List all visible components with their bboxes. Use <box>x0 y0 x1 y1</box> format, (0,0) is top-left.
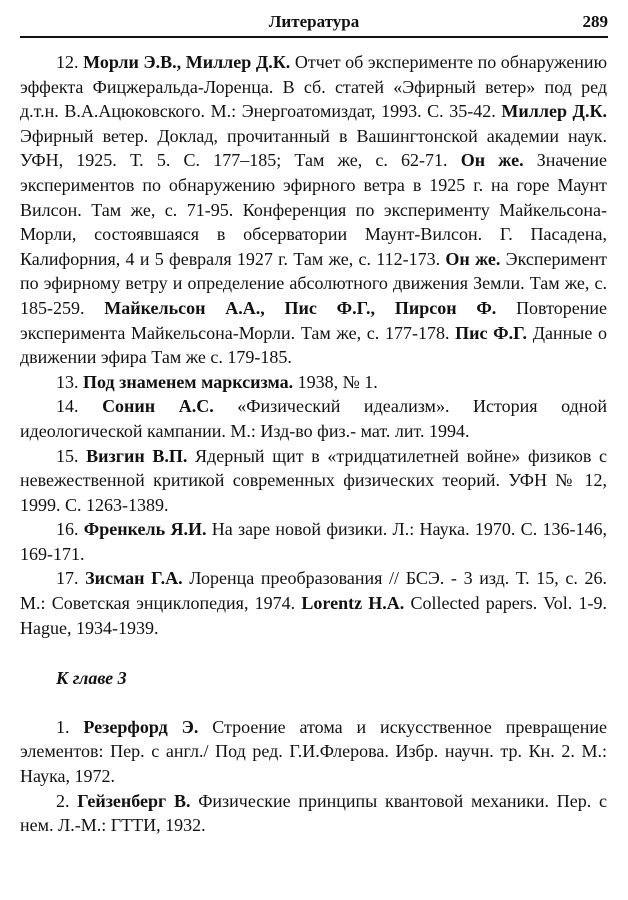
running-title: Литература <box>268 12 360 31</box>
reference-entry <box>20 394 607 443</box>
spacer <box>20 640 607 652</box>
reference-author: Зисман Г.А. <box>85 568 183 589</box>
reference-text: Эксперимент по эфирному ветру и определение абсолютного движения Земли. Там же, с. 185-259. <box>20 248 607 318</box>
reference-text: 17. <box>56 568 86 589</box>
reference-text: Значение экспериментов по обнаружению эфирного ветра в 1925 г. на горе Маунт Вилсон. Там же, с. 71-95. Конференция по эксперименту Майкельсона-Морли, состоявшаяся в обсерватории Маунт-Вилсон. Г. Пасадена, Калифорния, 4 и 5 февраля 1927 г. Там же, с. 112-173. <box>20 150 607 269</box>
reference-text: 13. <box>56 371 83 392</box>
reference-author: Под знаменем марксизма. <box>83 371 294 392</box>
reference-author: Майкельсон А.А., Пис Ф.Г., Пирсон Ф. <box>104 297 497 318</box>
reference-author: Гейзенберг В. <box>77 790 191 811</box>
reference-author: Сонин А.С. <box>102 396 214 417</box>
reference-text: Ядерный щит в «тридцатилетней войне» физиков с невежественной критикой современных физических теорий. УФН № 12, 1999. С. 1263-1389. <box>20 445 607 515</box>
reference-author: Lorentz H.A. <box>301 593 405 614</box>
reference-text: Эфирный ветер. Доклад, прочитанный в Вашингтонской академии наук. УФН, 1925. Т. 5. С. 177–185; Там же, с. 62-71. <box>20 125 607 171</box>
reference-text: «Физический идеализм». История одной идеологической кампании. М.: Изд-во физ.- мат. лит. 1994. <box>20 396 607 441</box>
reference-entry <box>20 789 607 838</box>
reference-text: 15. <box>56 445 87 466</box>
reference-text: Строение атома и искусственное превращение элементов: Пер. с англ./ Под ред. Г.И.Флерова. Избр. научн. тр. Кн. 2. М.: Наука, 1972. <box>20 716 608 787</box>
header-rule <box>20 36 608 38</box>
bibliography <box>20 50 607 838</box>
section-heading: К главе 3 <box>56 668 127 689</box>
chapter-3-references <box>20 715 607 838</box>
page-header <box>20 12 608 34</box>
reference-text: 12. <box>56 52 84 72</box>
reference-text: 1. <box>56 716 84 737</box>
reference-text: 2. <box>56 790 78 811</box>
reference-text: Отчет об эксперименте по обнаружению эффекта Фицжеральда-Лоренца. В сб. статей «Эфирный ветер» под ред д.т.н. В.А.Ацюковского. М.: Энергоатомиздат, 1993. С. 35-42. <box>20 52 608 122</box>
reference-text: Данные о движении эфира Там же с. 179-185. <box>20 322 607 368</box>
reference-entry <box>20 370 607 395</box>
reference-author: Френкель Я.И. <box>83 519 207 540</box>
reference-text: Физические принципы квантовой механики. Пер. с нем. Л.-М.: ГТТИ, 1932. <box>20 790 608 836</box>
reference-author: Морли Э.В., Миллер Д.К. <box>83 52 291 72</box>
spacer <box>20 703 607 715</box>
reference-author: Визгин В.П. <box>86 445 188 466</box>
reference-author: Миллер Д.К. <box>501 101 607 122</box>
reference-entry <box>20 50 607 370</box>
reference-entry <box>20 715 607 789</box>
reference-text: Лоренца преобразования // БСЭ. - 3 изд. Т. 15, с. 26. М.: Советская энциклопедия, 1974. <box>20 568 608 614</box>
reference-author: Он же. <box>460 150 524 171</box>
reference-author: Он же. <box>445 248 501 269</box>
reference-text: 1938, № 1. <box>293 371 378 392</box>
reference-entry <box>20 517 607 566</box>
page-number: 289 <box>582 12 608 31</box>
reference-text: Collected papers. Vol. 1-9. Hague, 1934-1939. <box>20 593 608 638</box>
reference-entry <box>20 444 607 518</box>
reference-text: 16. <box>56 519 84 540</box>
reference-author: Пис Ф.Г. <box>455 322 528 343</box>
reference-text: 14. <box>56 396 103 417</box>
reference-text: На заре новой физики. Л.: Наука. 1970. С. 136-146, 169-171. <box>20 519 607 564</box>
reference-text: Повторение эксперимента Майкельсона-Морли. Там же, с. 177-178. <box>20 297 607 343</box>
reference-entry <box>20 566 607 640</box>
reference-author: Резерфорд Э. <box>83 716 199 737</box>
chapter-2-references <box>20 50 607 640</box>
